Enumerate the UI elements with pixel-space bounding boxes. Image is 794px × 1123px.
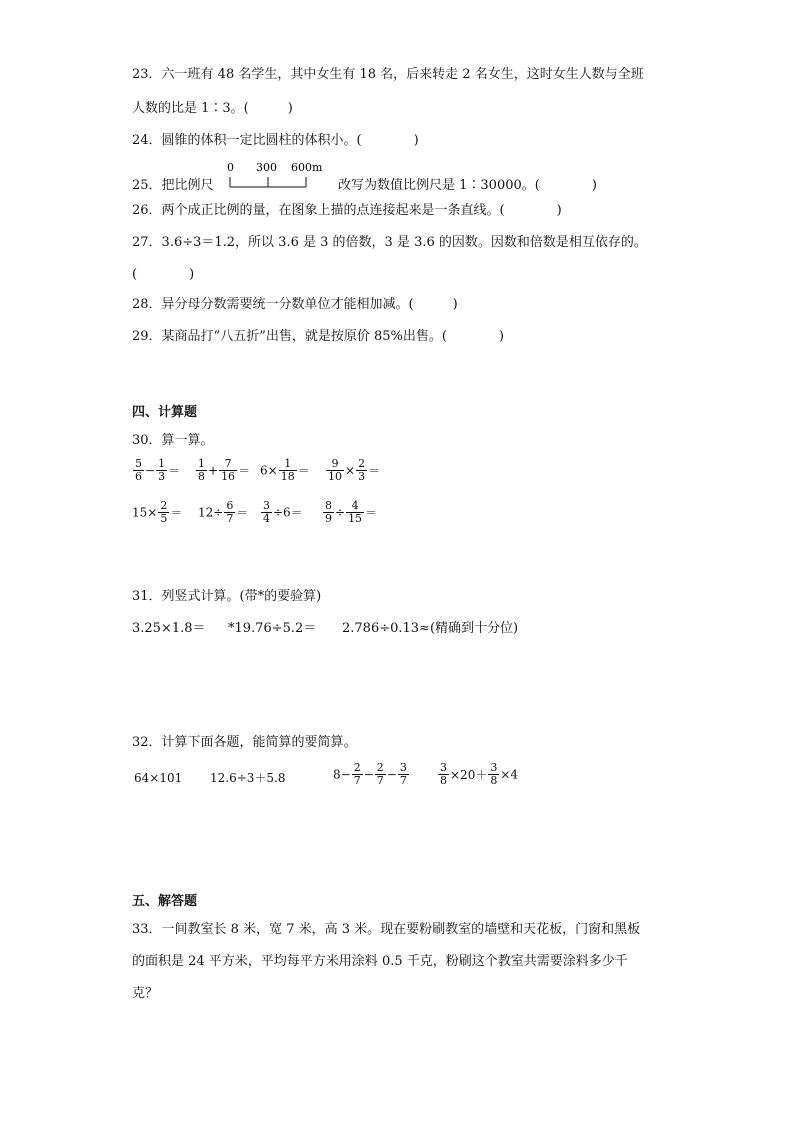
q27-line2: ( ) [132,267,195,282]
q27-line1: 27．3.6÷3＝1.2，所以 3.6 是 3 的倍数，3 是 3.6 的因数。因数和倍数是相互依存的。 [132,235,647,250]
q30-r1-e3: 6× $\frac{1}{18}$ ＝ [260,457,310,483]
scale-bar [224,158,344,192]
q33-line2: 的面积是 24 平方米，平均每平方米用涂料 0.5 千克，粉刷这个教室共需要涂料多少千 [132,954,628,969]
q30-r2-e1: 15× $\frac{2}{5}$ ＝ [132,499,183,525]
q31-item-2: *19.76÷5.2＝ [228,621,317,636]
q24: 24．圆锥的体积一定比圆柱的体积小。( ) [132,133,419,148]
q30-r2-e2: 12÷ $\frac{6}{7}$ ＝ [198,499,249,525]
q28: 28．异分母分数需要统一分数单位才能相加减。( ) [132,297,458,312]
q33-line3: 克？ [132,986,159,1001]
q32-e2: 12.6÷3＋5.8 [210,771,286,785]
q30-title: 30．算一算。 [132,433,214,448]
q29: 29．某商品打“八五折”出售，就是按原价 85%出售。( ) [132,329,505,344]
q23-line1: 23．六一班有 48 名学生，其中女生有 18 名，后来转走 2 名女生，这时女生人数与全班 [132,67,644,82]
scale-label-600m: 600m [291,161,323,174]
scale-label-300: 300 [256,161,277,174]
section-4-heading: 四、计算题 [132,405,198,420]
q30-r1-e4: $\frac{9}{10}$ × $\frac{2}{3}$ ＝ [328,457,381,483]
q30-r2-e3: $\frac{3}{4}$ ÷6＝ [263,499,303,525]
scale-label-0: 0 [227,161,234,174]
q30-r1-e1: $\frac{5}{6}$ − $\frac{1}{3}$ ＝ [135,457,181,483]
q32-title: 32．计算下面各题，能简算的要简算。 [132,735,357,750]
section-5-heading: 五、解答题 [132,894,198,909]
q32-e4: $\frac{3}{8}$ ×20＋ $\frac{3}{8}$ ×4 [440,761,519,787]
q26: 26．两个成正比例的量，在图象上描的点连接起来是一条直线。( ) [132,203,562,218]
q31-title: 31．列竖式计算。(带*的要验算) [132,589,322,604]
q30-r2-e4: $\frac{8}{9}$ ÷ $\frac{4}{15}$ ＝ [325,499,378,525]
q25-suffix: 改写为数值比例尺是 1∶30000。( ) [338,178,597,193]
q23-line2: 人数的比是 1∶3。( ) [132,101,293,116]
q31-item-3: 2.786÷0.13≈(精确到十分位) [342,621,519,636]
q32-e1: 64×101 [134,771,183,785]
q30-r1-e2: $\frac{1}{8}$ + $\frac{7}{16}$ ＝ [198,457,251,483]
q32-e3: 8− $\frac{2}{7}$ − $\frac{2}{7}$ − $\frac{3}{7}$ [333,761,407,787]
q25-prefix: 25．把比例尺 [132,178,214,193]
q31-item-1: 3.25×1.8＝ [132,621,206,636]
q33-line1: 33．一间教室长 8 米，宽 7 米，高 3 米。现在要粉刷教室的墙壁和天花板，门窗和黑板 [132,922,641,937]
